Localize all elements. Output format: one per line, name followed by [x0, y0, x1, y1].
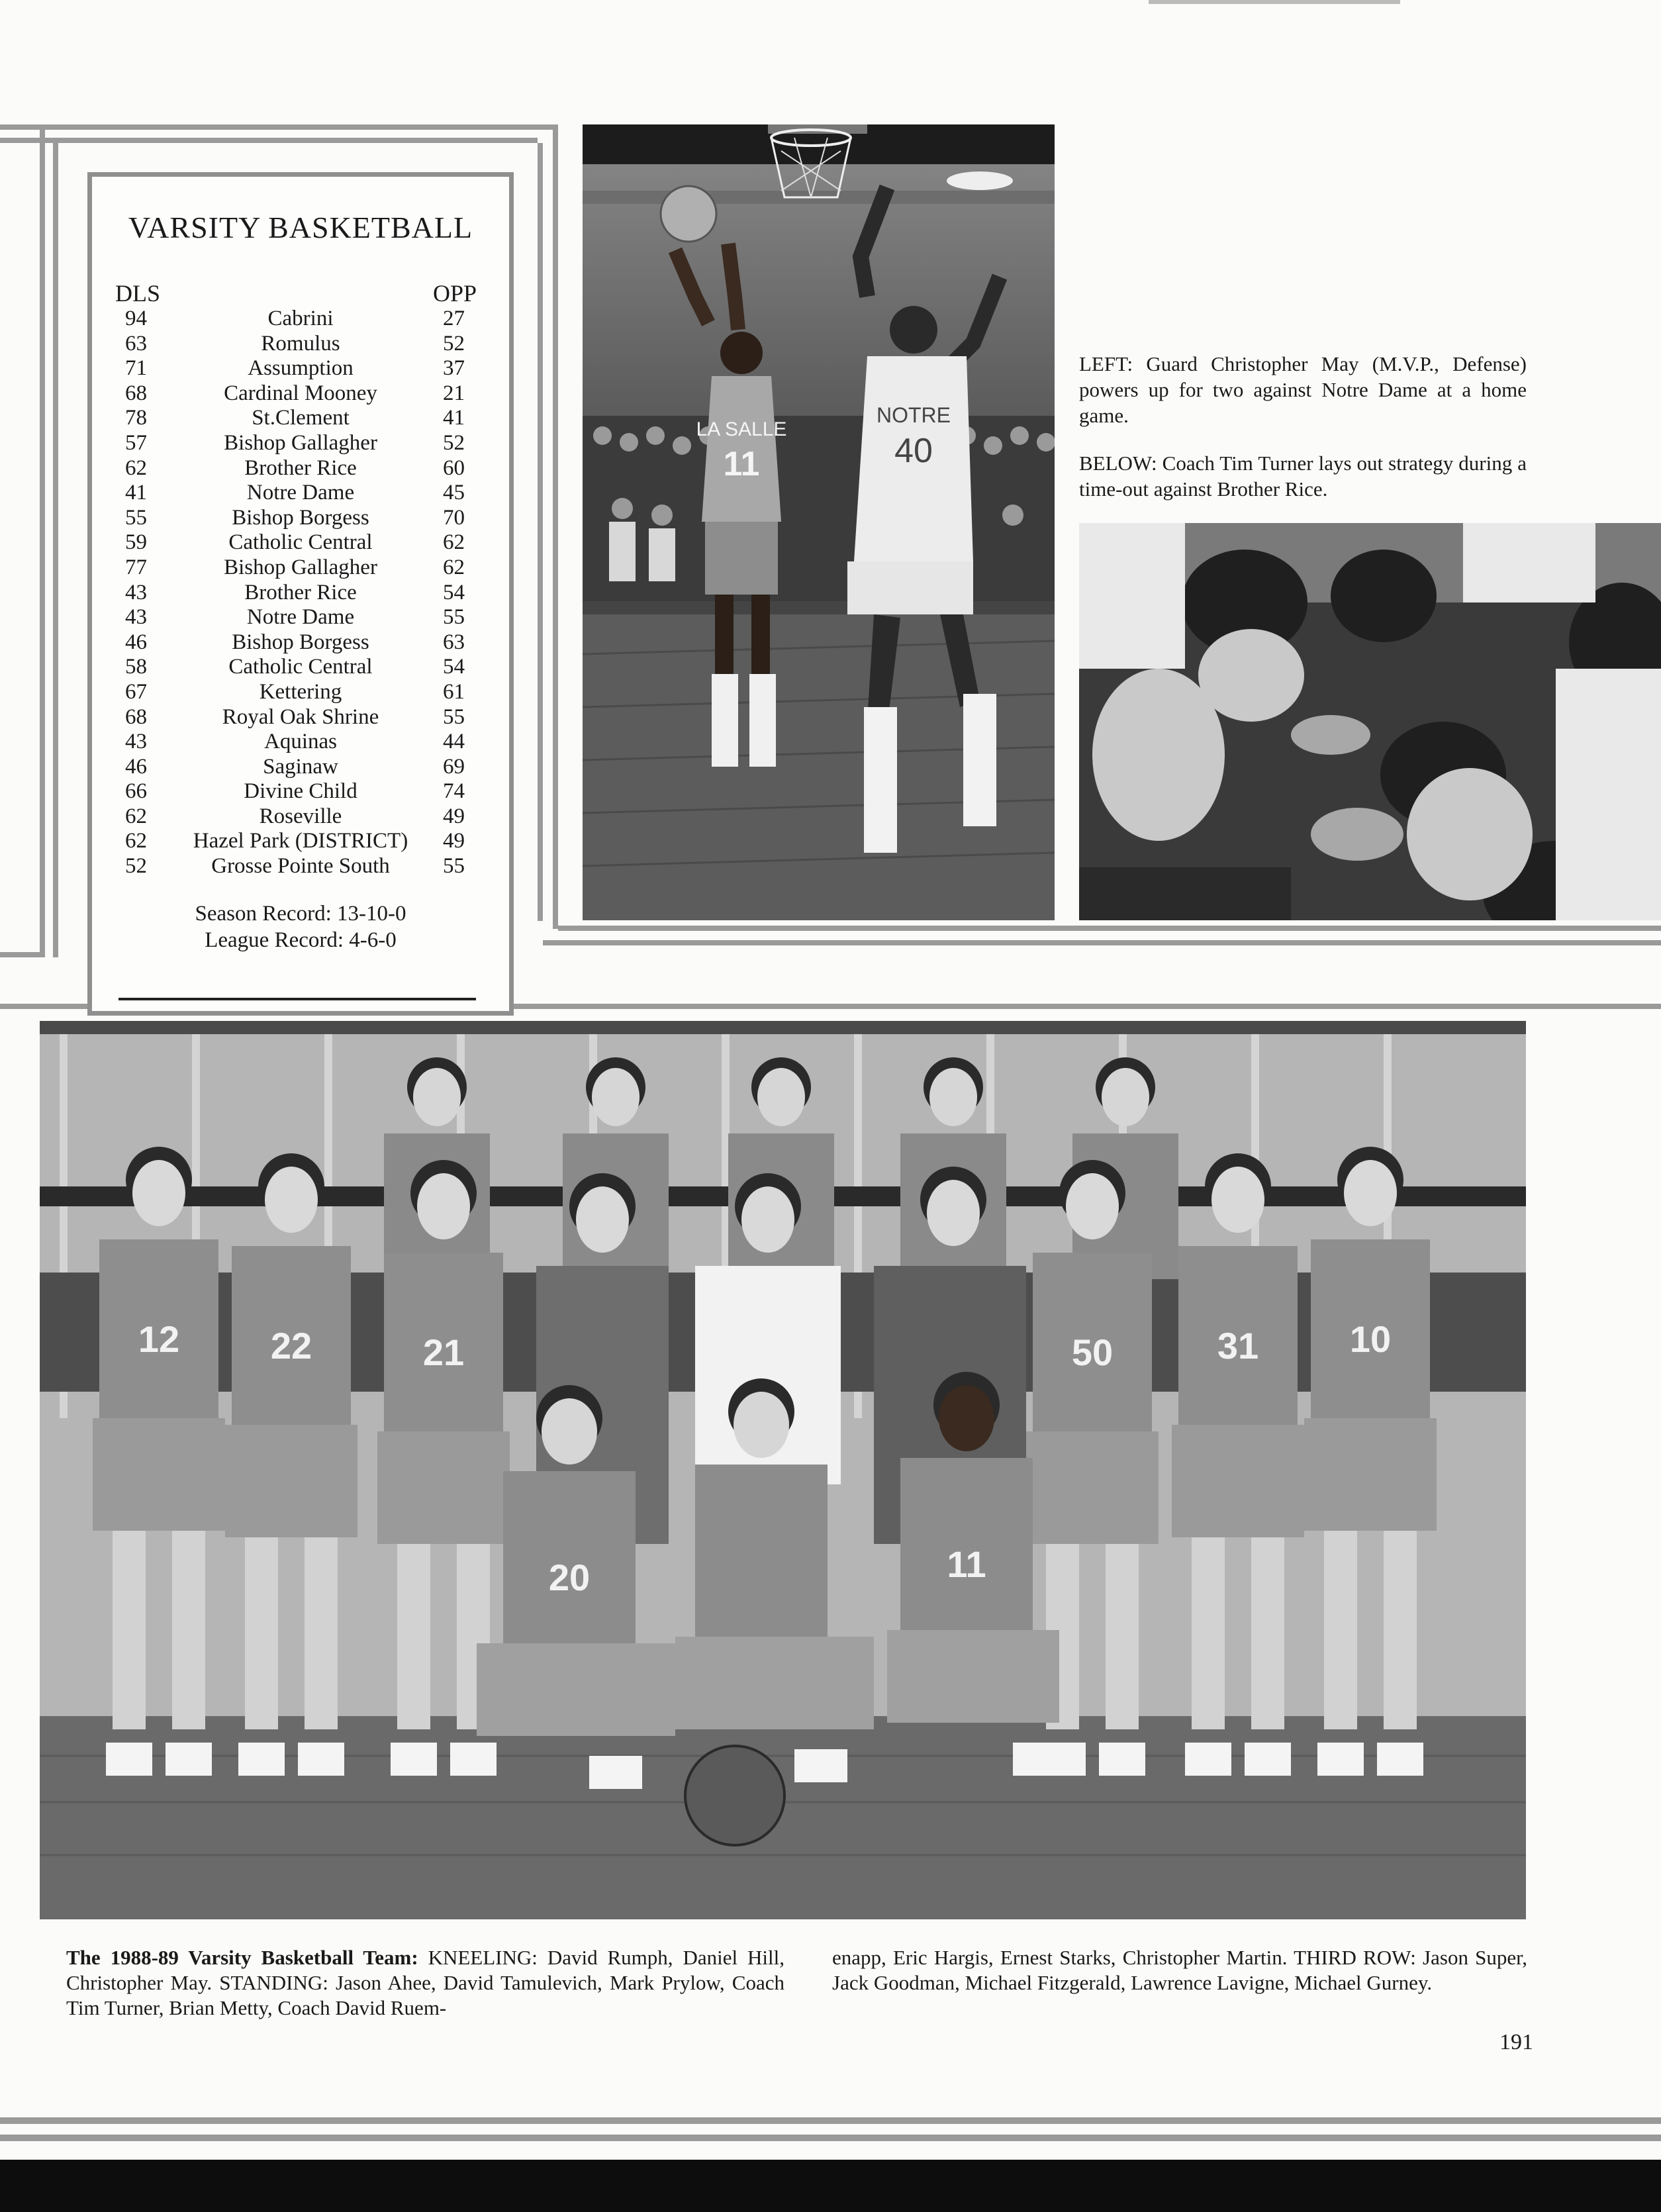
frame-line	[0, 2135, 1661, 2141]
frame-line	[543, 940, 1661, 945]
game-opponent: Assumption	[248, 356, 354, 381]
frame-line	[0, 138, 538, 143]
game-opp-score: 63	[443, 630, 465, 654]
game-dls-score: 43	[125, 580, 147, 604]
game-dls-score: 43	[125, 605, 147, 630]
caption-left-photo: LEFT: Guard Christopher May (M.V.P., Defense) powers up for two against Notre Dame at a home game.	[1079, 352, 1527, 427]
game-opponent: Aquinas	[264, 730, 337, 754]
game-opponent: Bishop Gallagher	[224, 430, 377, 455]
game-dls-score: 52	[125, 854, 147, 879]
huddle-photo	[1079, 523, 1661, 920]
game-dls-score: 41	[125, 481, 147, 505]
game-opponent: Bishop Borgess	[232, 630, 369, 654]
team-caption-column-1	[66, 1945, 784, 2021]
game-row	[92, 581, 509, 606]
game-opponent: Brother Rice	[244, 456, 357, 480]
game-opp-score: 41	[443, 406, 465, 430]
game-dls-score: 78	[125, 406, 147, 430]
game-opp-score: 62	[443, 530, 465, 555]
game-opponent: Catholic Central	[228, 655, 373, 679]
action-photo	[583, 124, 1055, 920]
frame-line	[558, 926, 1661, 931]
game-opponent: Cabrini	[267, 307, 334, 330]
top-edge-mark	[1149, 0, 1400, 4]
game-opp-score: 44	[443, 730, 465, 754]
team-jersey-50: 50	[1071, 1331, 1114, 1373]
team-jersey-12: 12	[138, 1318, 180, 1360]
game-row	[92, 530, 509, 555]
game-opp-score: 54	[443, 580, 465, 604]
game-dls-score: 62	[125, 456, 147, 480]
game-opponent: Notre Dame	[246, 605, 355, 630]
jersey-notre-text: NOTRE	[877, 403, 951, 427]
game-opponent: St.Clement	[252, 406, 350, 430]
game-row	[92, 755, 509, 780]
game-opponent: Romulus	[261, 331, 340, 356]
game-opp-score: 61	[443, 679, 465, 704]
game-row	[92, 332, 509, 357]
game-dls-score: 71	[125, 356, 147, 381]
game-row	[92, 456, 509, 481]
game-opponent: Roseville	[259, 804, 342, 828]
game-dls-score: 67	[125, 679, 147, 704]
game-dls-score: 63	[125, 331, 147, 356]
scores-box	[87, 172, 514, 1016]
game-row	[92, 307, 509, 332]
game-opp-score: 27	[443, 307, 465, 330]
game-opp-score: 21	[443, 381, 465, 405]
game-opponent: Catholic Central	[228, 530, 373, 555]
game-opponent: Saginaw	[263, 754, 338, 779]
game-dls-score: 66	[125, 779, 147, 804]
game-list	[92, 307, 509, 879]
scores-title: VARSITY BASKETBALL	[128, 211, 473, 244]
game-opp-score: 55	[443, 605, 465, 630]
game-row	[92, 854, 509, 879]
game-row	[92, 506, 509, 531]
game-row	[92, 680, 509, 705]
team-jersey-22: 22	[270, 1325, 312, 1367]
game-row	[92, 555, 509, 581]
game-row	[92, 481, 509, 506]
bottom-band	[0, 2160, 1661, 2212]
game-row	[92, 381, 509, 407]
team-jersey-10: 10	[1349, 1318, 1392, 1360]
team-jersey-31: 31	[1217, 1325, 1259, 1367]
team-caption-lead: The 1988-89 Varsity Basketball Team:	[66, 1946, 418, 1969]
page-number: 191	[1499, 2030, 1533, 2054]
game-dls-score: 55	[125, 505, 147, 530]
game-opp-score: 74	[443, 779, 465, 804]
game-opp-score: 52	[443, 331, 465, 356]
game-row	[92, 804, 509, 830]
team-jersey-11: 11	[947, 1543, 986, 1585]
game-dls-score: 68	[125, 381, 147, 405]
frame-line	[53, 143, 58, 957]
game-opponent: Grosse Pointe South	[211, 854, 390, 879]
column-header-dls: DLS	[115, 280, 161, 307]
game-opponent: Divine Child	[244, 779, 357, 804]
game-dls-score: 46	[125, 754, 147, 779]
team-jersey-21: 21	[422, 1331, 465, 1373]
game-dls-score: 68	[125, 704, 147, 729]
game-opp-score: 49	[443, 804, 465, 828]
game-opponent: Bishop Gallagher	[224, 555, 377, 579]
team-photo	[40, 1021, 1526, 1919]
game-dls-score: 94	[125, 307, 147, 330]
game-row	[92, 779, 509, 804]
game-opponent: Cardinal Mooney	[224, 381, 377, 405]
frame-line	[0, 952, 45, 957]
frame-line	[0, 124, 553, 130]
game-row	[92, 630, 509, 655]
team-jersey-20: 20	[548, 1557, 591, 1598]
team-caption-text-1: KNEELING: David Rumph, Daniel Hill, Christopher May. STANDING: Jason Ahee, David Tamulevich, Mark Prylow, Coach Tim Turner, Brian Metty, Coach David Ruem-	[66, 1946, 785, 2019]
caption-below-photo: BELOW: Coach Tim Turner lays out strategy during a time-out against Brother Rice.	[1079, 452, 1527, 501]
column-header-opp: OPP	[433, 280, 477, 307]
game-opp-score: 62	[443, 555, 465, 579]
game-opp-score: 52	[443, 430, 465, 455]
game-dls-score: 57	[125, 430, 147, 455]
game-opponent: Hazel Park (DISTRICT)	[193, 829, 408, 853]
game-row	[92, 730, 509, 755]
game-opp-score: 55	[443, 854, 465, 879]
game-dls-score: 43	[125, 730, 147, 754]
game-opponent: Royal Oak Shrine	[222, 704, 379, 729]
game-dls-score: 46	[125, 630, 147, 654]
season-record: Season Record: 13-10-0	[195, 902, 406, 926]
game-dls-score: 62	[125, 804, 147, 828]
game-opp-score: 49	[443, 829, 465, 853]
game-opp-score: 60	[443, 456, 465, 480]
game-row	[92, 605, 509, 630]
league-record: League Record: 4-6-0	[205, 928, 397, 952]
game-opponent: Kettering	[259, 679, 342, 704]
jersey-number-11: 11	[723, 445, 760, 483]
divider	[119, 998, 476, 1000]
game-opp-score: 37	[443, 356, 465, 381]
frame-line	[0, 2117, 1661, 2124]
frame-line	[553, 124, 558, 929]
game-dls-score: 77	[125, 555, 147, 579]
game-row	[92, 705, 509, 730]
game-row	[92, 406, 509, 431]
game-row	[92, 356, 509, 381]
game-dls-score: 58	[125, 655, 147, 679]
frame-line	[538, 143, 543, 921]
jersey-lasalle-text: LA SALLE	[696, 418, 787, 440]
game-row	[92, 655, 509, 680]
game-opp-score: 70	[443, 505, 465, 530]
game-opp-score: 69	[443, 754, 465, 779]
jersey-number-40: 40	[894, 432, 933, 470]
game-opp-score: 45	[443, 481, 465, 505]
game-opponent: Bishop Borgess	[232, 505, 369, 530]
game-dls-score: 59	[125, 530, 147, 555]
game-opp-score: 55	[443, 704, 465, 729]
team-caption-column-2: enapp, Eric Hargis, Ernest Starks, Christopher Martin. THIRD ROW: Jason Super, Jack Goodman, Michael Fitzgerald, Lawrence Lavigne, Michael Gurney.	[832, 1946, 1527, 1994]
game-opponent: Notre Dame	[246, 481, 355, 505]
game-dls-score: 62	[125, 829, 147, 853]
game-row	[92, 431, 509, 456]
game-opponent: Brother Rice	[244, 580, 357, 604]
frame-line	[40, 130, 45, 957]
game-opp-score: 54	[443, 655, 465, 679]
game-row	[92, 829, 509, 854]
